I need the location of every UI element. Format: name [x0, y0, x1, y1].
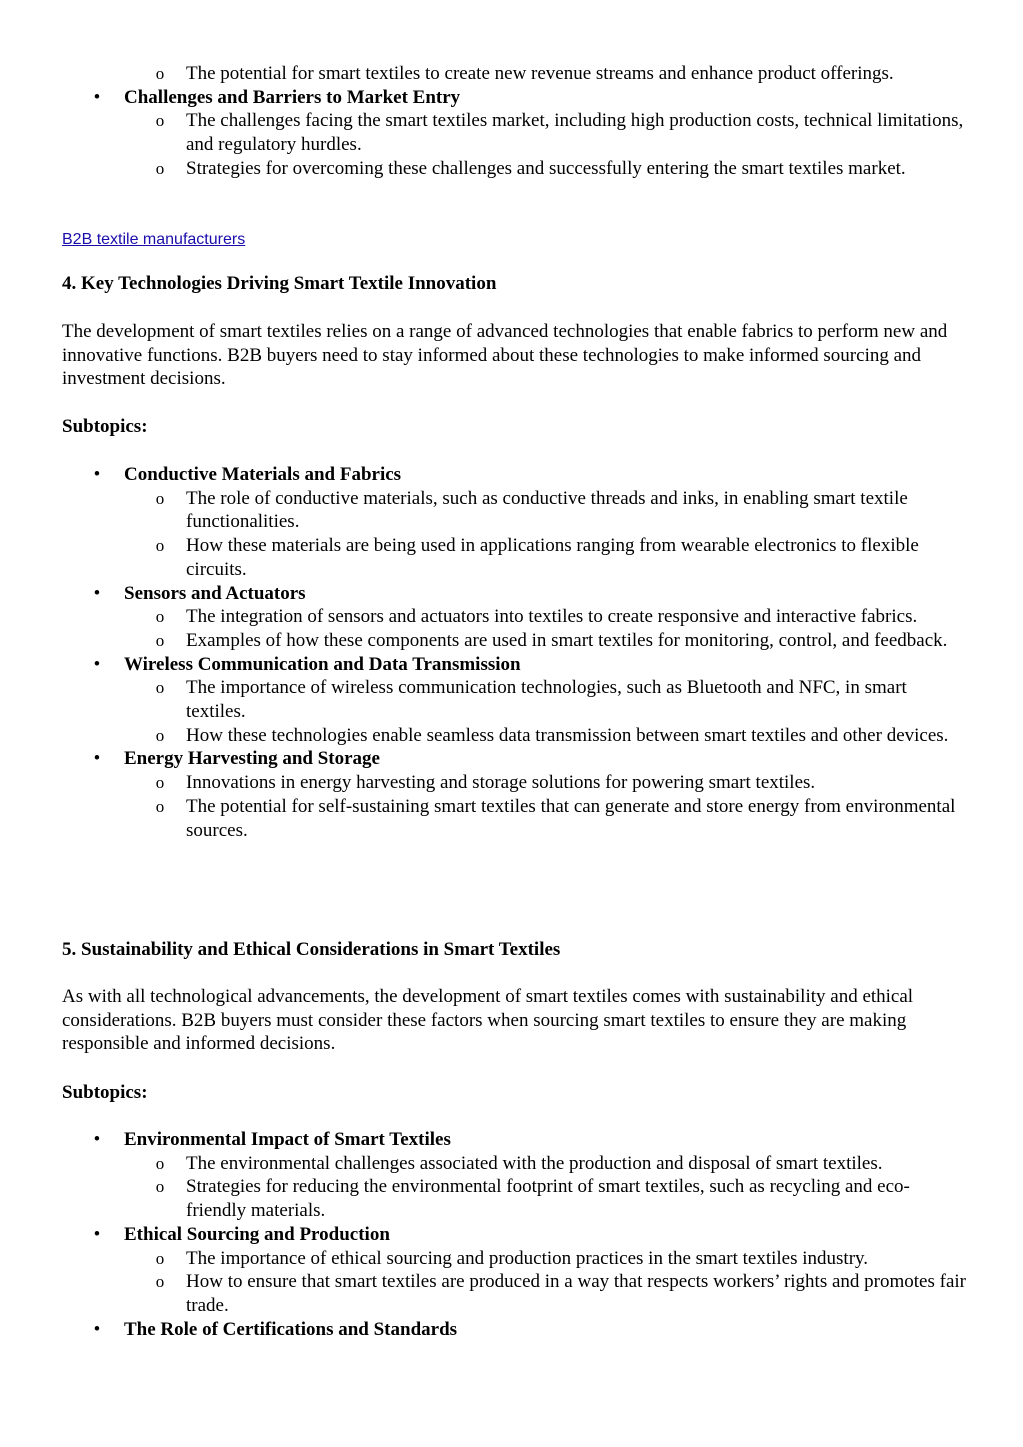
list-item	[62, 653, 967, 748]
circle-bullet-icon: o	[155, 678, 165, 698]
bullet-icon: •	[93, 1318, 101, 1340]
bullet-icon: •	[93, 1129, 101, 1150]
sub-list	[124, 62, 967, 86]
list-item-title: Conductive Materials and Fabrics	[124, 464, 402, 485]
list-item	[62, 1128, 967, 1223]
sub-item-text: How to ensure that smart textiles are produced in a way that respects workers’ rights and promotes fair trade.	[186, 1271, 966, 1316]
sub-list	[124, 1247, 967, 1318]
sub-list-item	[124, 1175, 967, 1222]
sub-list-item	[124, 1247, 967, 1271]
sub-item-text: Strategies for reducing the environmental footprint of smart textiles, such as recycling and eco-friendly materials.	[186, 1176, 910, 1222]
sub-list-item	[124, 724, 967, 748]
bullet-icon: •	[93, 582, 101, 604]
bullet-icon: •	[93, 1223, 101, 1245]
circle-bullet-icon: o	[155, 536, 165, 556]
sub-item-text: The integration of sensors and actuators into textiles to create responsive and interactive fabrics.	[186, 606, 918, 628]
section-5-subtopics-label: Subtopics:	[62, 1082, 148, 1103]
circle-bullet-icon: o	[155, 64, 165, 83]
list-item-title: The Role of Certifications and Standards	[124, 1318, 458, 1340]
list-item-title: Ethical Sourcing and Production	[124, 1223, 390, 1245]
section-5-heading: 5. Sustainability and Ethical Considerations in Smart Textiles	[62, 939, 561, 960]
list-item	[62, 463, 967, 582]
section-4-subtopics-label: Subtopics:	[62, 416, 148, 437]
sub-list-item	[124, 157, 967, 181]
list-item-title: Environmental Impact of Smart Textiles	[124, 1129, 451, 1150]
sub-item-text: The potential for smart textiles to create new revenue streams and enhance product offerings.	[186, 63, 894, 84]
list-item-title: Challenges and Barriers to Market Entry	[124, 86, 461, 108]
circle-bullet-icon: o	[155, 796, 165, 816]
sub-list	[124, 676, 967, 747]
sub-item-text: The role of conductive materials, such as conductive threads and inks, in enabling smart textile functionalities.	[186, 487, 908, 533]
sub-list-item	[124, 1270, 967, 1317]
sub-item-text: The challenges facing the smart textiles market, including high production costs, technical limitations, and regulatory hurdles.	[186, 110, 964, 156]
sub-list-item	[124, 676, 967, 723]
circle-bullet-icon: o	[155, 773, 165, 793]
circle-bullet-icon: o	[155, 1248, 165, 1268]
bullet-icon: •	[93, 86, 101, 108]
sub-item-text: The importance of wireless communication technologies, such as Bluetooth and NFC, in smart textiles.	[186, 677, 907, 723]
sub-item-text: The importance of ethical sourcing and production practices in the smart textiles industry.	[186, 1247, 869, 1269]
sub-list	[124, 1152, 967, 1223]
bullet-icon: •	[93, 464, 101, 485]
sub-list-item	[124, 62, 967, 86]
sub-list-item	[124, 487, 967, 534]
link-row	[62, 227, 967, 252]
sub-list-item	[124, 629, 967, 653]
list-item-title: Sensors and Actuators	[124, 582, 306, 604]
sub-item-text: The environmental challenges associated with the production and disposal of smart textiles.	[186, 1152, 883, 1174]
sub-list-item	[124, 605, 967, 629]
sub-list	[124, 605, 967, 652]
sub-list-item	[124, 771, 967, 795]
bullet-list	[62, 62, 967, 181]
list-item	[62, 747, 967, 842]
sub-list-item	[124, 534, 967, 581]
bullet-icon: •	[93, 748, 101, 770]
circle-bullet-icon: o	[155, 725, 165, 745]
circle-bullet-icon: o	[155, 158, 165, 178]
section-4-heading: 4. Key Technologies Driving Smart Textile Innovation	[62, 273, 497, 294]
list-item	[62, 1223, 967, 1318]
circle-bullet-icon: o	[155, 607, 165, 627]
circle-bullet-icon: o	[155, 111, 165, 131]
list-item	[62, 1318, 967, 1342]
circle-bullet-icon: o	[155, 488, 165, 508]
bullet-list	[62, 1128, 967, 1341]
sub-item-text: How these materials are being used in applications ranging from wearable electronics to flexible circuits.	[186, 535, 919, 580]
circle-bullet-icon: o	[155, 1177, 165, 1197]
sub-item-text: Strategies for overcoming these challenges and successfully entering the smart textiles market.	[186, 157, 906, 179]
sub-list	[124, 487, 967, 582]
sub-item-text: The potential for self-sustaining smart textiles that can generate and store energy from environmental sources.	[186, 795, 956, 841]
list-item-title: Energy Harvesting and Storage	[124, 748, 380, 770]
circle-bullet-icon: o	[155, 630, 165, 650]
section-5-list	[62, 1128, 967, 1341]
section-4-intro: The development of smart textiles relies on a range of advanced technologies that enable fabrics to perform new and innovative functions. B2B buyers need to stay informed about these technologies to make informed sourcing and investment decisions.	[62, 321, 948, 390]
sub-item-text: Innovations in energy harvesting and storage solutions for powering smart textiles.	[186, 772, 816, 794]
continued-list	[62, 62, 967, 181]
list-item	[62, 62, 967, 86]
list-item-title: Wireless Communication and Data Transmission	[124, 653, 521, 675]
section-4-list	[62, 463, 967, 842]
sub-list-item	[124, 795, 967, 842]
sub-list	[124, 771, 967, 842]
b2b-textile-manufacturers-link[interactable]: B2B textile manufacturers	[62, 231, 246, 248]
sub-list-item	[124, 1152, 967, 1176]
circle-bullet-icon: o	[155, 1272, 165, 1292]
bullet-icon: •	[93, 653, 101, 675]
sub-list-item	[124, 109, 967, 156]
list-item	[62, 86, 967, 181]
section-5-intro: As with all technological advancements, the development of smart textiles comes with sustainability and ethical considerations. B2B buyers must consider these factors when sourcing smart textiles to ensure they are making responsible and informed decisions.	[62, 986, 914, 1055]
sub-item-text: Examples of how these components are used in smart textiles for monitoring, control, and feedback.	[186, 629, 948, 651]
sub-item-text: How these technologies enable seamless data transmission between smart textiles and other devices.	[186, 724, 949, 746]
sub-list	[124, 109, 967, 180]
bullet-list	[62, 463, 967, 842]
circle-bullet-icon: o	[155, 1153, 165, 1173]
list-item	[62, 582, 967, 653]
